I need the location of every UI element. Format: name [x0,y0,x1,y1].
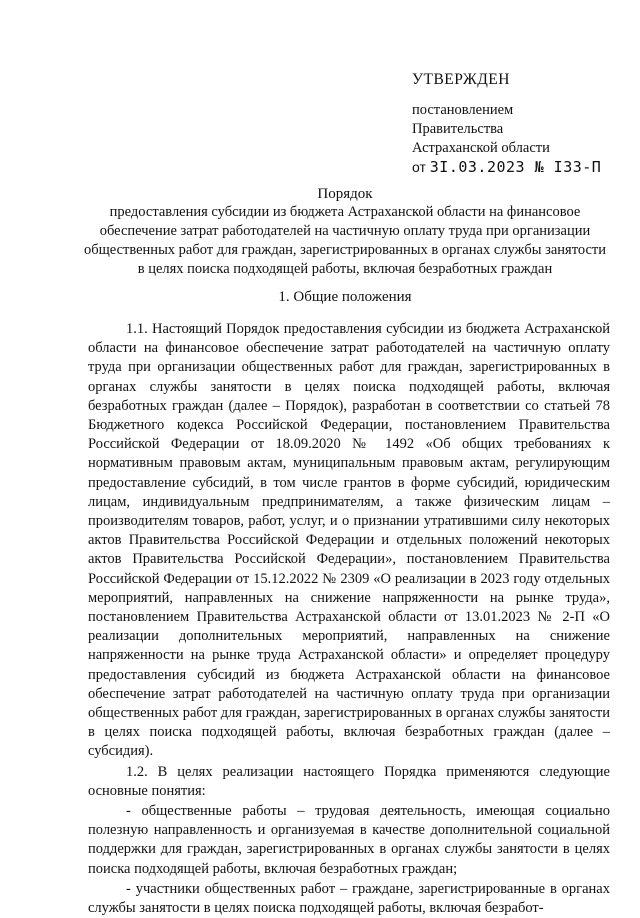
paragraph-1-2: 1.2. В целях реализации настоящего Порядка применяются следующие основные понятия: [88,763,610,799]
approval-line-1: постановлением [412,102,514,118]
document-subtitle: предоставления субсидии из бюджета Астраханской области на финансовое обеспечение затрат работодателей на частичную оплату труда при организации общественных работ для граждан, зарегистрированных в органах службы занятости в целях поиска подходящей работы, включая безработных граждан [83,204,606,277]
approval-date-line [412,158,632,177]
section-heading: 1. Общие положения [278,289,412,305]
approval-line-2: Правительства [412,121,504,137]
approval-block [412,70,632,177]
approval-date-value: 3I.03.2023 № I33-П [429,158,602,176]
approval-line-3: Астраханской области [412,140,550,156]
document-body [88,320,610,918]
definition-participants: - участники общественных работ – граждане, зарегистрированные в органах службы занятости в целях поиска подходящей работы, включая безработ- [88,880,610,917]
document-title: Порядок [317,186,373,202]
approval-date-prefix: от [412,159,426,175]
approval-title: УТВЕРЖДЕН [412,71,510,88]
paragraph-1-1: 1.1. Настоящий Порядок предоставления субсидии из бюджета Астраханской области на финансовое обеспечение затрат работодателей на частичную оплату труда при организации общественных работ для граждан, зарегистрированных в органах службы занятости в целях поиска подходящей работы, включая безработных граждан (далее – Порядок), разработан в соответствии со статьей 78 Бюджетного кодекса Российской Федерации, постановлением Правительства Российской Федерации от 18.09.2020 № 1492 «Об общих требованиях к нормативным правовым актам, муниципальным правовым актам, регулирующим предоставление субсидий, в том числе грантов в форме субсидий, юридическим лицам, индивидуальным предпринимателям, а также физическим лицам – производителям товаров, работ, услуг, и о признании утратившими силу некоторых актов Правительства Российской Федерации и отдельных положений некоторых актов Правительства Российской Федерации», постановлением Правительства Российской Федерации от 15.12.2022 № 2309 «О реализации в 2023 году отдельных мероприятий, направленных на снижение напряженности на рынке труда», постановлением Правительства Астраханской области от 13.01.2023 № 2-П «О реализации дополнительных мероприятий, направленных на снижение напряженности на рынке труда Астраханской области» и определяет процедуру предоставления субсидий из бюджета Астраханской области на финансовое обеспечение затрат работодателей на частичную оплату труда при организации общественных работ для граждан, зарегистрированных в органах службы занятости в целях поиска подходящей работы, включая безработных граждан (далее – субсидия). [88,321,611,760]
definition-public-works: - общественные работы – трудовая деятельность, имеющая социально полезную направленность и организуемая в качестве дополнительной социальной поддержки для граждан, зарегистрированных в органах службы занятости в целях поиска подходящей работы, включая безработных граждан; [88,803,610,877]
